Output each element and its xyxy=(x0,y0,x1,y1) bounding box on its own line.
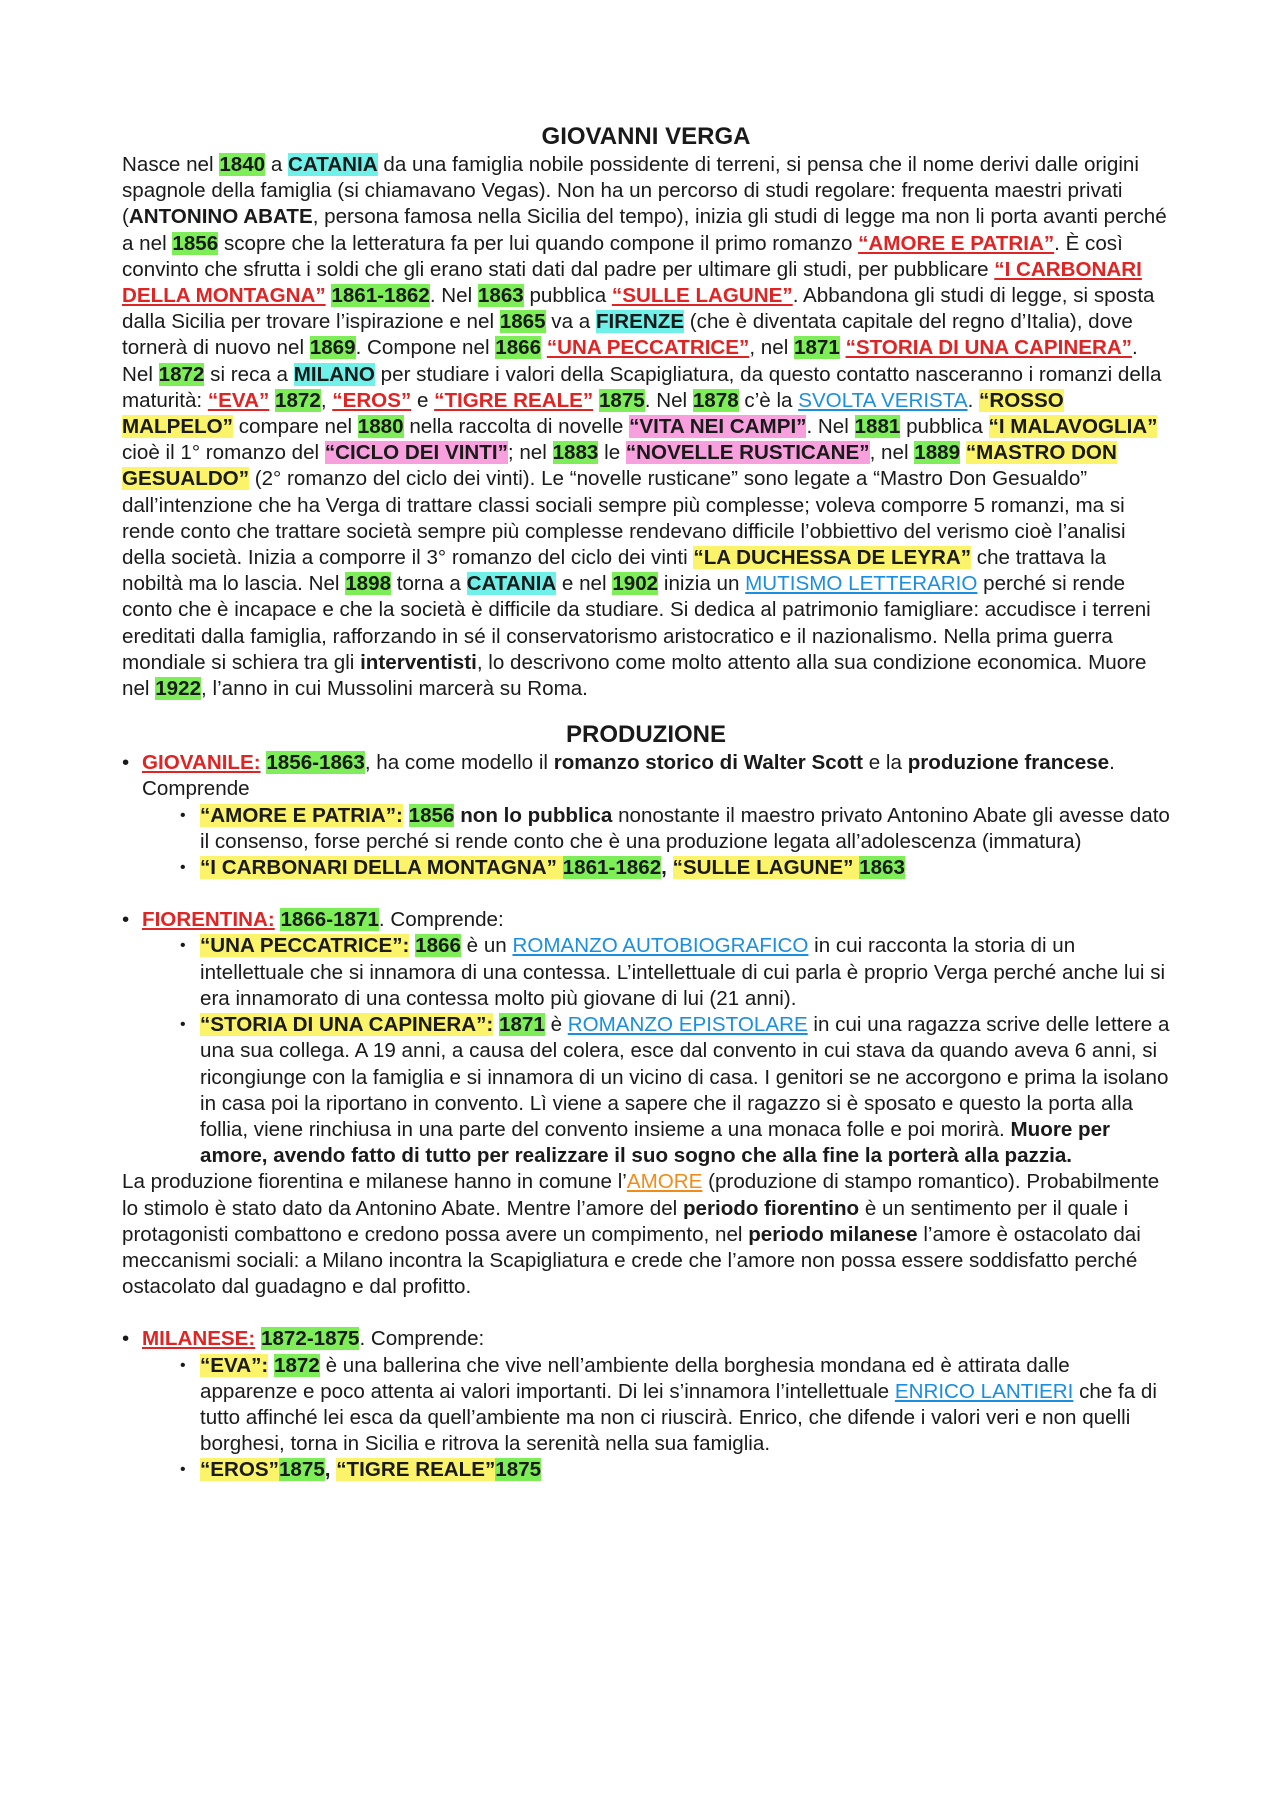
text: (produzione di stampo romantico). Probabilmente lo stimolo è stato dato da Antonino Abate. Mentre l’amore del xyxy=(122,1170,1160,1220)
text xyxy=(960,441,966,464)
year-highlight: 1856 xyxy=(172,231,219,255)
year-highlight: 1881 xyxy=(854,415,901,439)
work-highlight: “EVA”: xyxy=(200,1353,269,1377)
text: nonostante il maestro privato Antonino Abate gli avesse dato il consenso, forse perché si rende conto che è una produzione legata all’adolescenza (immatura) xyxy=(200,803,1170,853)
work-highlight: “EROS” xyxy=(200,1458,279,1482)
period-fiorentina xyxy=(122,907,1170,1169)
period-giovanile xyxy=(122,750,1170,881)
period-label: FIORENTINA: xyxy=(142,908,275,932)
production-list xyxy=(122,1326,1170,1483)
text: . Comprende: xyxy=(378,908,504,932)
work-title-red: “STORIA DI UNA CAPINERA” xyxy=(845,336,1132,360)
production-list xyxy=(122,750,1170,881)
year-highlight: 1878 xyxy=(692,388,739,412)
year-highlight: 1875 xyxy=(598,388,645,412)
text: Nasce nel xyxy=(122,153,220,176)
text: è un xyxy=(460,934,513,958)
text: . Nel xyxy=(122,336,1138,386)
sub-list xyxy=(180,1353,1170,1484)
text: , l’anno in cui Mussolini marcerà su Roma. xyxy=(201,677,588,701)
work-highlight: “SULLE LAGUNE” xyxy=(672,856,854,880)
bold-term: periodo fiorentino xyxy=(682,1196,860,1220)
text: . Abbandona gli studi di legge, si sposta dalla Sicilia per trovare l’ispirazione e nel xyxy=(122,284,1155,334)
work-title-red: “EVA” xyxy=(207,388,270,412)
text: cioè il 1° romanzo del xyxy=(122,441,325,465)
list-item xyxy=(180,803,1170,855)
work-title-red: “EROS” xyxy=(332,388,412,412)
work-title-red: “SULLE LAGUNE” xyxy=(611,284,793,308)
text: , ha come modello il xyxy=(364,751,554,775)
place-highlight: CATANIA xyxy=(288,153,378,176)
text: va a xyxy=(545,310,596,334)
year-highlight: 1883 xyxy=(552,441,599,465)
year-highlight: 1875 xyxy=(495,1458,542,1482)
year-highlight: 1898 xyxy=(345,572,392,596)
text: c’è la xyxy=(738,388,799,412)
concept-link-orange: AMORE xyxy=(626,1170,703,1194)
year-highlight: 1871 xyxy=(499,1013,545,1037)
bold-term: periodo milanese xyxy=(748,1222,918,1246)
year-highlight: 1872 xyxy=(158,362,205,386)
year-highlight: 1889 xyxy=(914,441,961,465)
work-title-red: “TIGRE REALE” xyxy=(434,388,594,412)
sub-list xyxy=(180,933,1170,1169)
text: ; nel xyxy=(507,441,553,465)
document-page xyxy=(122,122,1170,1484)
year-highlight: 1872 xyxy=(274,1353,320,1377)
text: . Nel xyxy=(806,415,855,439)
work-highlight: “UNA PECCATRICE”: xyxy=(200,934,410,958)
text: che fa di tutto affinché lei esca da quell’ambiente ma non ci riuscirà. Enrico, che difende i valori veri e non quelli borghesi, torna in Sicilia e ritrova la serenità nella sua famiglia. xyxy=(200,1379,1157,1456)
year-highlight: 1880 xyxy=(357,415,404,439)
text: e la xyxy=(863,751,908,775)
year-highlight: 1871 xyxy=(794,336,840,360)
text: a xyxy=(265,153,289,176)
year-highlight: 1856-1863 xyxy=(266,751,365,775)
text: , lo descrivono come molto attento alla sua condizione economica. Muore nel xyxy=(122,650,1147,701)
work-highlight: “LA DUCHESSA DE LEYRA” xyxy=(693,546,972,570)
text: è un sentimento per il quale i protagonisti combattono e credono possa avere un compimento, nel xyxy=(122,1196,1129,1246)
text: , persona famosa nella Sicilia del tempo), inizia gli studi di legge ma non li porta avanti perché a nel xyxy=(122,205,1167,255)
year-highlight: 1856 xyxy=(408,803,455,827)
text: , nel xyxy=(869,441,915,465)
work-title-red: “AMORE E PATRIA” xyxy=(858,231,1055,255)
text: scopre che la letteratura fa per lui quando compone il primo romanzo xyxy=(218,231,859,255)
text: (2° romanzo del ciclo dei vinti). Le “novelle rusticane” sono legate a “Mastro Don Gesualdo” dall’intenzione che ha Verga di trattare classi sociali sempre più complesse; voleva comporre 5 romanzi, ma si rende conto che trattare società sempre più complesse rendevano difficile l’obbiettivo del verismo cioè l’analisi della società. Inizia a comporre il 3° romanzo del ciclo dei vinti xyxy=(122,467,1126,570)
concept-link: ROMANZO EPISTOLARE xyxy=(567,1013,808,1037)
text: . Compone nel xyxy=(355,336,496,360)
page-title: GIOVANNI VERGA xyxy=(541,123,751,150)
text: è xyxy=(544,1013,568,1037)
period-milanese xyxy=(122,1326,1170,1483)
year-highlight: 1866 xyxy=(415,934,461,958)
work-highlight: “I MALAVOGLIA” xyxy=(988,415,1158,439)
year-highlight: 1866-1871 xyxy=(280,908,379,932)
bold-term: produzione francese xyxy=(907,751,1110,775)
text xyxy=(403,804,409,827)
biography-paragraph xyxy=(122,152,1170,702)
year-highlight: 1865 xyxy=(499,310,546,334)
text: , xyxy=(320,388,333,412)
place-highlight: MILANO xyxy=(293,362,375,386)
text: pubblica xyxy=(900,415,989,439)
year-highlight: 1861-1862 xyxy=(562,856,662,880)
text: l’amore è ostacolato dai meccanismi sociali: a Milano incontra la Scapigliatura e crede che l’amore non possa essere soddisfatto perché ostacolato dal guadagno e dal profitto. xyxy=(122,1222,1141,1299)
list-item xyxy=(180,1012,1170,1169)
text: è una ballerina che vive nell’ambiente della borghesia mondana ed è attirata dalle apparenze e poco attenta ai valori importanti. Di lei s’innamora l’intellettuale xyxy=(200,1353,1070,1403)
work-highlight: “I CARBONARI DELLA MONTAGNA” xyxy=(200,856,557,880)
text: La produzione fiorentina e milanese hanno in comune l’ xyxy=(122,1170,627,1194)
text: . Comprende xyxy=(142,751,1115,801)
bold-term: romanzo storico di Walter Scott xyxy=(553,751,864,775)
section-title-produzione: PRODUZIONE xyxy=(565,721,726,749)
text: . È così convinto che sfrutta i soldi che gli erano stati dati dal padre per ultimare gli studi, per pubblicare xyxy=(122,231,1123,281)
concept-link: SVOLTA VERISTA xyxy=(798,388,968,412)
text: . Nel xyxy=(429,284,478,308)
sub-list xyxy=(180,803,1170,882)
spacer xyxy=(122,1300,1170,1326)
work-title-red: “I CARBONARI DELLA MONTAGNA” xyxy=(122,257,1142,308)
production-list xyxy=(122,907,1170,1169)
year-highlight: 1875 xyxy=(278,1458,325,1482)
period-label: GIOVANILE: xyxy=(142,751,261,775)
text: le xyxy=(598,441,626,465)
text: inizia un xyxy=(658,572,746,596)
place-highlight: CATANIA xyxy=(466,572,557,596)
text: e nel xyxy=(556,572,613,596)
year-highlight: 1872 xyxy=(275,388,321,412)
text: e xyxy=(411,388,435,412)
work-highlight: “AMORE E PATRIA”: xyxy=(200,803,403,827)
text: . Comprende: xyxy=(359,1327,485,1351)
year-highlight: 1840 xyxy=(219,153,266,176)
text: . Nel xyxy=(644,388,693,412)
year-highlight: 1869 xyxy=(309,336,356,360)
text: compare nel xyxy=(232,415,358,439)
text: , xyxy=(324,1458,337,1482)
text: si reca a xyxy=(204,362,294,386)
work-highlight: “ROSSO MALPELO” xyxy=(122,388,1064,439)
text: . xyxy=(967,388,980,412)
concept-link: ROMANZO AUTOBIOGRAFICO xyxy=(512,934,809,958)
year-highlight: 1872-1875 xyxy=(261,1327,360,1351)
year-highlight: 1902 xyxy=(612,572,659,596)
concept-link: ENRICO LANTIERI xyxy=(894,1379,1074,1403)
list-item xyxy=(180,933,1170,1012)
text: (che è diventata capitale del regno d’Italia), dove tornerà di nuovo nel xyxy=(122,310,1133,360)
text xyxy=(557,856,563,879)
text: da una famiglia nobile possidente di terreni, si pensa che il nome derivi dalle origini spagnole della famiglia (si chiamavano Vegas). Non ha un percorso di studi regolare: frequenta maestri privati ( xyxy=(122,153,1139,229)
year-highlight: 1861-1862 xyxy=(331,284,430,308)
place-highlight: FIRENZE xyxy=(595,310,685,334)
year-highlight: 1863 xyxy=(859,856,905,880)
list-item xyxy=(180,855,1170,881)
concept-link: MUTISMO LETTERARIO xyxy=(745,572,978,596)
bold-term: Muore per amore, avendo fatto di tutto per realizzare il suo sogno che alla fine la porterà alla pazzia. xyxy=(200,1117,1111,1168)
work-title-red: “UNA PECCATRICE” xyxy=(546,336,750,360)
bold-term: non lo pubblica xyxy=(460,803,613,827)
text: in cui una ragazza scrive delle lettere a una sua collega. A 19 anni, a causa del colera, esce dal convento in cui stava da quando aveva 6 anni, si ricongiunge con la famiglia e si innamora di un vicino di casa. I genitori se ne accorgono e prima la isolano in casa poi la riportano in convento. Lì viene a sapere che il ragazzo si è sposato e questo la porta alla follia, viene rinchiusa in una parte del convento insieme a una monaca folle e poi morirà. xyxy=(200,1013,1170,1141)
year-highlight: 1922 xyxy=(155,677,202,701)
year-highlight: 1866 xyxy=(495,336,542,360)
love-paragraph xyxy=(122,1169,1170,1300)
text: nella raccolta di novelle xyxy=(403,415,630,439)
list-item xyxy=(180,1457,1170,1483)
list-item xyxy=(180,1353,1170,1458)
text: torna a xyxy=(391,572,467,596)
text: , nel xyxy=(749,336,794,360)
bold-term: interventisti xyxy=(360,650,477,674)
work-highlight: “STORIA DI UNA CAPINERA”: xyxy=(200,1013,494,1037)
text: per studiare i valori della Scapigliatura, da questo contatto nasceranno i romanzi della maturità: xyxy=(122,362,1162,412)
text: pubblica xyxy=(523,284,612,308)
collection-highlight: “CICLO DEI VINTI” xyxy=(324,441,508,465)
collection-highlight: “VITA NEI CAMPI” xyxy=(629,415,807,439)
text: , xyxy=(661,856,673,880)
collection-highlight: “NOVELLE RUSTICANE” xyxy=(625,441,870,465)
text: che trattava la nobiltà ma lo lascia. Nel xyxy=(122,546,1107,596)
text: perché si rende conto che è incapace e che la società è difficile da studiare. Si dedica al patrimonio famigliare: accudisce i terreni ereditati dalla famiglia, rafforzando in sé il conservatorismo aristocratico e il nazionalismo. Nella prima guerra mondiale si schiera tra gli xyxy=(122,572,1151,674)
text: in cui racconta la storia di un intellettuale che si innamora di una contessa. L’intellettuale di cui parla è proprio Verga perché anche lui si era innamorato di una contessa molto più giovane di lui (21 anni). xyxy=(200,934,1166,1010)
work-highlight: “MASTRO DON GESUALDO” xyxy=(122,441,1117,491)
spacer xyxy=(122,881,1170,907)
bold-name: ANTONINO ABATE xyxy=(128,205,313,229)
period-label: MILANESE: xyxy=(142,1327,256,1351)
year-highlight: 1863 xyxy=(477,284,524,308)
work-highlight: “TIGRE REALE” xyxy=(336,1458,496,1482)
